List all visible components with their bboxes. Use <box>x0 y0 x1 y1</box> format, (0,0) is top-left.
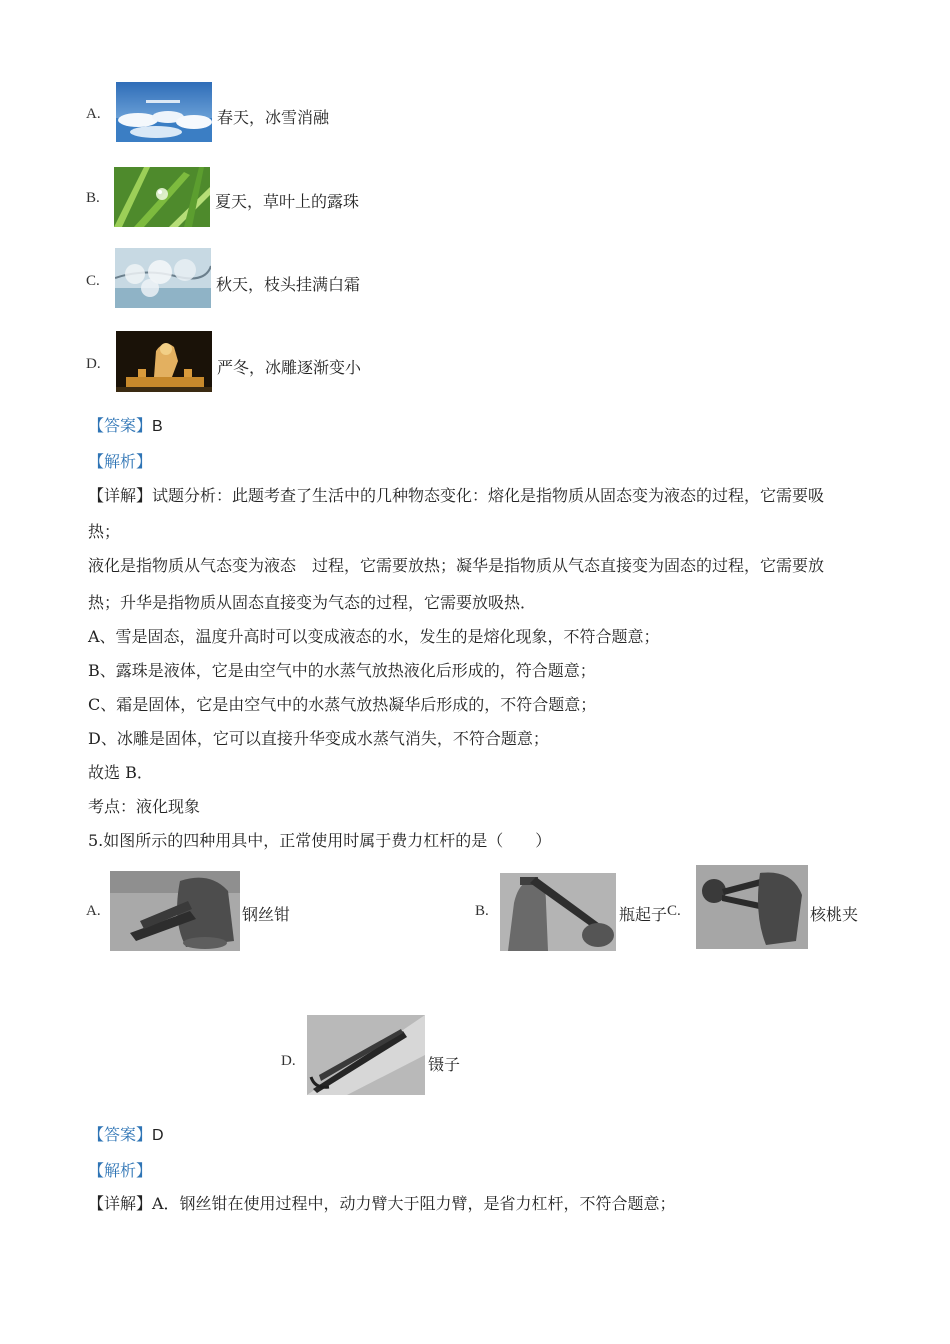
option-text: 秋天，枝头挂满白霜 <box>216 275 361 294</box>
detail-line: 故选 B． <box>88 763 153 782</box>
frost-on-branches-photo <box>115 248 211 308</box>
detail-line: 考点：液化现象 <box>88 797 201 816</box>
analysis-label-line <box>88 449 152 472</box>
option-letter: B. <box>86 190 100 206</box>
answer-label: 【答案】 <box>88 416 153 435</box>
option-letter: A. <box>86 903 101 919</box>
option-letter: D. <box>86 356 101 372</box>
option-letter: C. <box>86 273 100 289</box>
ice-snow-melting-photo <box>116 82 212 142</box>
detail-line: D、冰雕是固体，它可以直接升华变成水蒸气消失，不符合题意； <box>88 729 549 748</box>
analysis-label: 【解析】 <box>88 452 153 471</box>
answer-value: D <box>152 1127 164 1144</box>
option-letter: A. <box>86 106 101 122</box>
nutcracker-photo <box>696 865 808 949</box>
option-text: 镊子 <box>428 1055 461 1074</box>
tweezers-photo <box>307 1015 425 1095</box>
ice-sculpture-photo <box>116 331 212 392</box>
detail-line: 热；升华是指物质从固态直接变为气态的过程，它需要放吸热． <box>88 593 537 612</box>
option-text: 夏天，草叶上的露珠 <box>215 192 360 211</box>
option-letter: C. <box>667 903 681 919</box>
answer-line <box>88 1122 164 1145</box>
detail-line: 热； <box>88 522 121 541</box>
detail-line: 【详解】A．钢丝钳在使用过程中，动力臂大于阻力臂，是省力杠杆，不符合题意； <box>88 1194 676 1213</box>
detail-line: B、露珠是液体，它是由空气中的水蒸气放热液化后形成的，符合题意； <box>88 661 596 680</box>
option-text: 钢丝钳 <box>242 905 291 924</box>
answer-value: B <box>152 418 163 435</box>
detail-line: C、霜是固体，它是由空气中的水蒸气放热凝华后形成的，不符合题意； <box>88 695 597 714</box>
option-letter: B. <box>475 903 489 919</box>
option-text: 核桃夹 <box>810 905 859 924</box>
option-text: 春天，冰雪消融 <box>217 108 330 127</box>
answer-label: 【答案】 <box>88 1125 153 1144</box>
bottle-opener-photo <box>500 873 616 951</box>
question-stem: 5.如图所示的四种用具中，正常使用时属于费力杠杆的是（ ） <box>88 831 552 850</box>
wire-pliers-photo <box>110 871 240 951</box>
detail-line: 【详解】试题分析：此题考查了生活中的几种物态变化：熔化是指物质从固态变为液态的过程，它需要吸 <box>88 486 825 505</box>
dew-on-grass-photo <box>114 167 210 227</box>
detail-line: 液化是指物质从气态变为液态 过程，它需要放热；凝华是指物质从气态直接变为固态的过程，它需要放 <box>88 556 825 575</box>
detail-line: A、雪是固态，温度升高时可以变成液态的水，发生的是熔化现象，不符合题意； <box>88 627 660 646</box>
analysis-label-line <box>88 1158 152 1181</box>
option-text: 瓶起子 <box>619 905 668 924</box>
option-text: 严冬，冰雕逐渐变小 <box>217 358 362 377</box>
option-letter: D. <box>281 1053 296 1069</box>
answer-line <box>88 413 163 436</box>
analysis-label: 【解析】 <box>88 1161 153 1180</box>
